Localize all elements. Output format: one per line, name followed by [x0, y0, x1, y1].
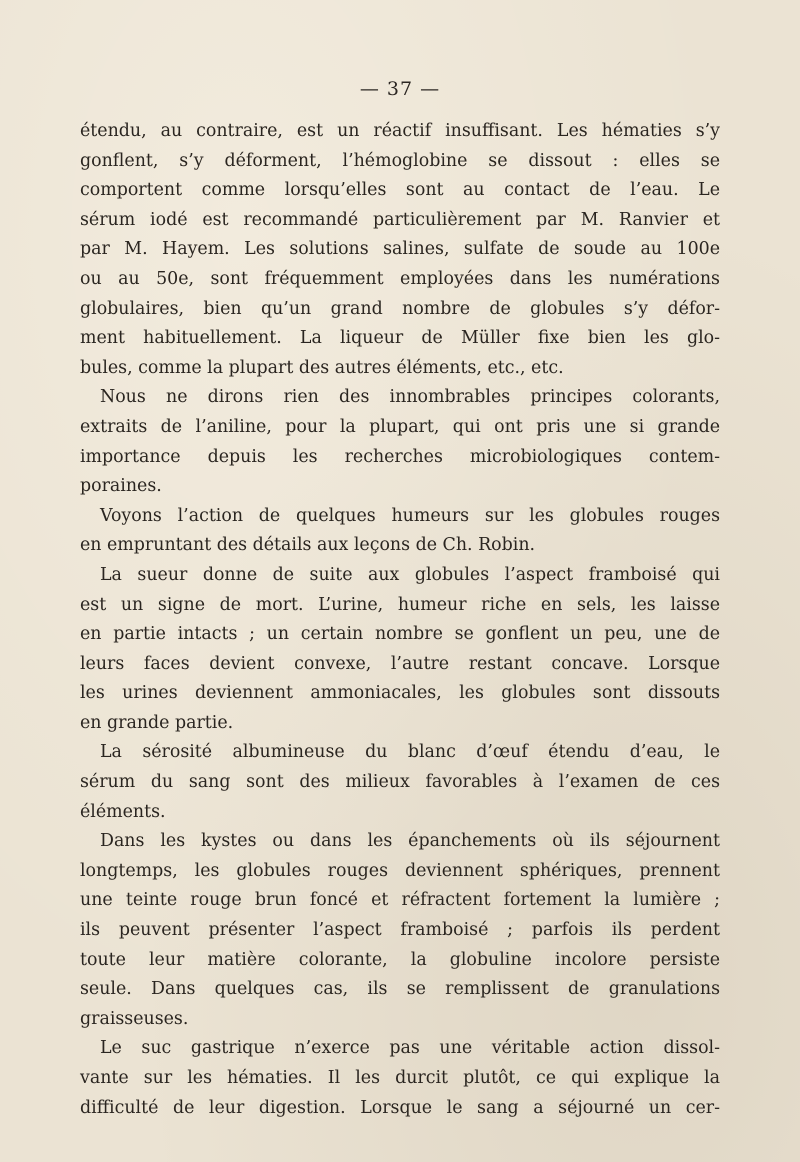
text-line: importance depuis les recherches microbiologiques contem-	[80, 446, 720, 467]
text-line: en grande partie.	[80, 712, 234, 733]
text-line: Dans les kystes ou dans les épanchements où ils séjournent	[100, 831, 720, 852]
text-line: est un signe de mort. L’urine, humeur riche en sels, les laisse	[80, 594, 720, 615]
text-line: étendu, au contraire, est un réactif insuffisant. Les hématies s’y	[80, 121, 720, 141]
text-line: seule. Dans quelques cas, ils se remplissent de granulations	[80, 979, 720, 1000]
page-number: — 37 —	[359, 78, 441, 100]
text-line: une teinte rouge brun foncé et réfractent fortement la lumière ;	[80, 890, 720, 911]
text-line: bules, comme la plupart des autres éléments, etc., etc.	[80, 357, 564, 378]
text-line: longtemps, les globules rouges deviennent sphériques, prennent	[80, 860, 720, 881]
text-line: vante sur les hématies. Il les durcit plutôt, ce qui explique la	[80, 1068, 720, 1088]
text-line: Nous ne dirons rien des innombrables principes colorants,	[100, 387, 720, 408]
text-line: les urines deviennent ammoniacales, les globules sont dissouts	[80, 683, 720, 704]
text-line: sérum iodé est recommandé particulièrement par M. Ranvier et	[80, 209, 720, 230]
text-line: toute leur matière colorante, la globuline incolore persiste	[80, 949, 720, 970]
text-line: en partie intacts ; un certain nombre se gonflent un peu, une de	[80, 624, 720, 645]
text-line: difficulté de leur digestion. Lorsque le sang a séjourné un cer-	[80, 1097, 720, 1118]
text-line: globulaires, bien qu’un grand nombre de globules s’y défor-	[80, 298, 720, 319]
text-line: par M. Hayem. Les solutions salines, sulfate de soude au 100e	[80, 239, 720, 260]
text-line: Voyons l’action de quelques humeurs sur les globules rouges	[100, 505, 720, 526]
text-line: Le suc gastrique n’exerce pas une véritable action dissol-	[100, 1038, 720, 1059]
body-text	[80, 117, 720, 1123]
text-line: gonflent, s’y déforment, l’hémoglobine se dissout : elles se	[80, 150, 720, 171]
text-line: ment habituellement. La liqueur de Müller fixe bien les glo-	[80, 328, 720, 349]
text-line: La sueur donne de suite aux globules l’aspect framboisé qui	[100, 564, 720, 585]
text-line: en empruntant des détails aux leçons de Ch. Robin.	[80, 535, 536, 556]
text-line: sérum du sang sont des milieux favorables à l’examen de ces	[80, 772, 720, 793]
text-line: éléments.	[80, 801, 166, 822]
text-line: ils peuvent présenter l’aspect framboisé ; parfois ils perdent	[80, 920, 720, 941]
text-line: ou au 50e, sont fréquemment employées dans les numérations	[80, 268, 720, 289]
text-line: leurs faces devient convexe, l’autre restant concave. Lorsque	[80, 653, 720, 674]
text-line: graisseuses.	[80, 1008, 189, 1029]
text-line: La sérosité albumineuse du blanc d’œuf étendu d’eau, le	[100, 742, 720, 763]
text-line: extraits de l’aniline, pour la plupart, qui ont pris une si grande	[80, 416, 720, 437]
text-line: comportent comme lorsqu’elles sont au contact de l’eau. Le	[80, 180, 720, 201]
text-line: poraines.	[80, 476, 162, 497]
